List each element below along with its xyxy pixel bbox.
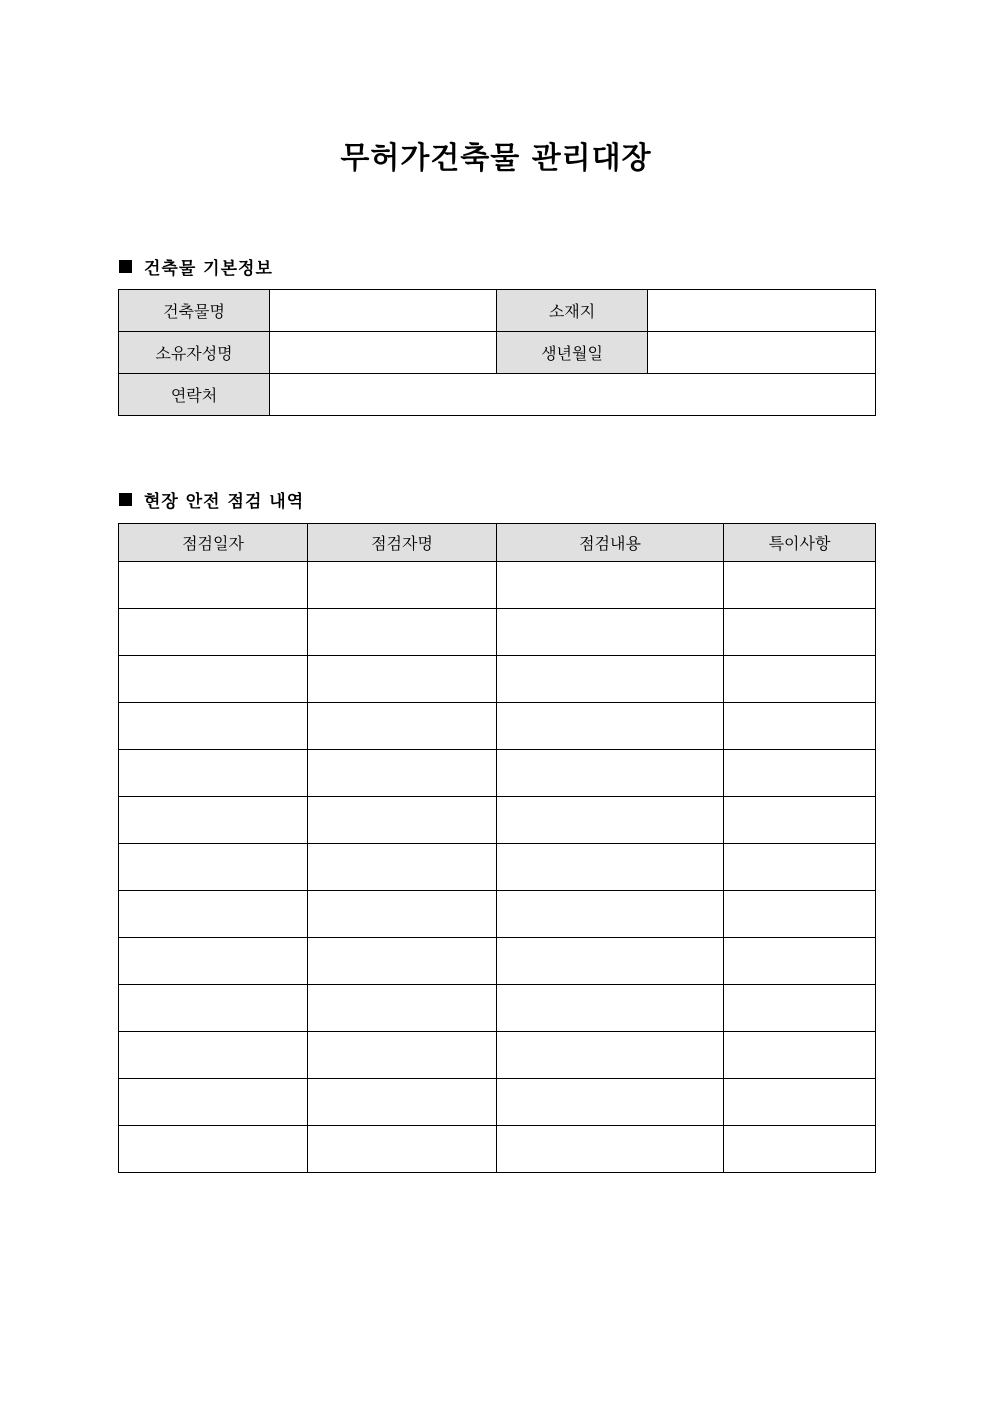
cell-content[interactable] (497, 703, 724, 750)
cell-inspector[interactable] (308, 703, 497, 750)
cell-inspector[interactable] (308, 609, 497, 656)
field-contact[interactable] (270, 374, 876, 416)
column-header-content: 점검내용 (497, 524, 724, 562)
table-row (119, 703, 876, 750)
table-row (119, 938, 876, 985)
cell-date[interactable] (119, 750, 308, 797)
section-heading-inspection (119, 487, 304, 512)
cell-notes[interactable] (724, 1126, 876, 1173)
page-title: 무허가건축물 관리대장 (340, 141, 652, 176)
table-row (119, 562, 876, 609)
table-row (119, 797, 876, 844)
cell-inspector[interactable] (308, 1079, 497, 1126)
table-row (119, 609, 876, 656)
cell-notes[interactable] (724, 609, 876, 656)
inspection-table (118, 523, 876, 1173)
column-header-notes: 특이사항 (724, 524, 876, 562)
cell-date[interactable] (119, 891, 308, 938)
cell-date[interactable] (119, 1079, 308, 1126)
cell-date[interactable] (119, 562, 308, 609)
cell-notes[interactable] (724, 1079, 876, 1126)
table-row (119, 1079, 876, 1126)
cell-date[interactable] (119, 703, 308, 750)
label-contact: 연락처 (119, 374, 270, 416)
label-birth-date: 생년월일 (497, 332, 648, 374)
cell-inspector[interactable] (308, 562, 497, 609)
black-square-icon (119, 493, 132, 506)
field-location[interactable] (648, 290, 876, 332)
table-row (119, 290, 876, 332)
basic-info-table (118, 289, 876, 416)
cell-inspector[interactable] (308, 797, 497, 844)
cell-inspector[interactable] (308, 656, 497, 703)
cell-content[interactable] (497, 656, 724, 703)
cell-content[interactable] (497, 750, 724, 797)
column-header-inspector: 점검자명 (308, 524, 497, 562)
cell-content[interactable] (497, 891, 724, 938)
cell-inspector[interactable] (308, 750, 497, 797)
cell-date[interactable] (119, 609, 308, 656)
cell-notes[interactable] (724, 656, 876, 703)
field-birth-date[interactable] (648, 332, 876, 374)
cell-notes[interactable] (724, 844, 876, 891)
table-row (119, 750, 876, 797)
cell-inspector[interactable] (308, 1032, 497, 1079)
cell-date[interactable] (119, 1126, 308, 1173)
cell-content[interactable] (497, 609, 724, 656)
section-heading-basic-info (119, 254, 273, 279)
section-heading-text: 건축물 기본정보 (144, 259, 273, 279)
label-owner-name: 소유자성명 (119, 332, 270, 374)
cell-content[interactable] (497, 1032, 724, 1079)
cell-notes[interactable] (724, 797, 876, 844)
cell-content[interactable] (497, 938, 724, 985)
cell-date[interactable] (119, 656, 308, 703)
cell-notes[interactable] (724, 985, 876, 1032)
cell-date[interactable] (119, 797, 308, 844)
cell-date[interactable] (119, 1032, 308, 1079)
cell-content[interactable] (497, 1079, 724, 1126)
cell-date[interactable] (119, 985, 308, 1032)
cell-inspector[interactable] (308, 891, 497, 938)
table-row (119, 891, 876, 938)
table-row (119, 656, 876, 703)
cell-content[interactable] (497, 1126, 724, 1173)
cell-date[interactable] (119, 844, 308, 891)
cell-content[interactable] (497, 562, 724, 609)
cell-inspector[interactable] (308, 938, 497, 985)
table-row (119, 985, 876, 1032)
cell-notes[interactable] (724, 562, 876, 609)
table-row (119, 844, 876, 891)
label-location: 소재지 (497, 290, 648, 332)
cell-date[interactable] (119, 938, 308, 985)
table-header-row (119, 524, 876, 562)
table-row (119, 1032, 876, 1079)
cell-notes[interactable] (724, 891, 876, 938)
cell-content[interactable] (497, 844, 724, 891)
inspection-table-body (119, 562, 876, 1173)
cell-notes[interactable] (724, 703, 876, 750)
cell-inspector[interactable] (308, 844, 497, 891)
cell-content[interactable] (497, 797, 724, 844)
cell-inspector[interactable] (308, 1126, 497, 1173)
table-row (119, 374, 876, 416)
section-heading-text: 현장 안전 점검 내역 (144, 492, 305, 512)
black-square-icon (119, 260, 132, 273)
cell-notes[interactable] (724, 1032, 876, 1079)
cell-inspector[interactable] (308, 985, 497, 1032)
table-row (119, 1126, 876, 1173)
column-header-date: 점검일자 (119, 524, 308, 562)
cell-content[interactable] (497, 985, 724, 1032)
field-building-name[interactable] (270, 290, 497, 332)
label-building-name: 건축물명 (119, 290, 270, 332)
table-row (119, 332, 876, 374)
cell-notes[interactable] (724, 938, 876, 985)
cell-notes[interactable] (724, 750, 876, 797)
field-owner-name[interactable] (270, 332, 497, 374)
